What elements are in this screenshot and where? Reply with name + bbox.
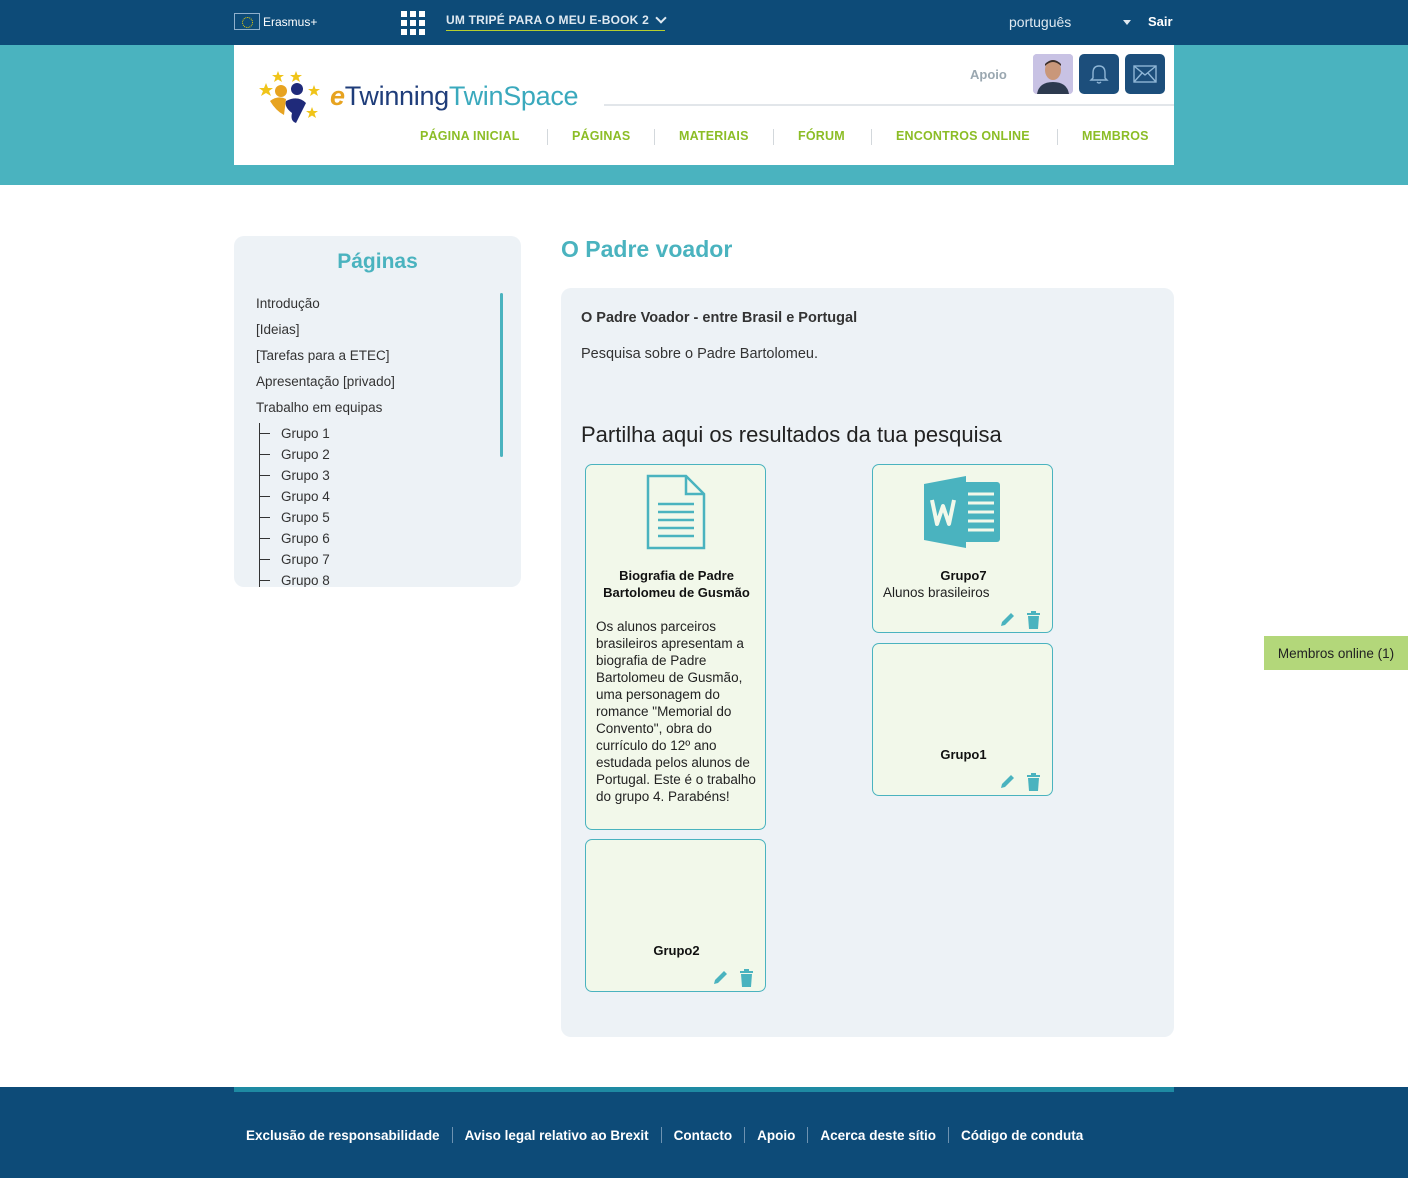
site-header <box>234 45 1174 165</box>
messages-button[interactable] <box>1125 54 1165 94</box>
nav-members[interactable]: MEMBROS <box>1082 129 1149 143</box>
footer-separator <box>744 1127 745 1143</box>
edit-pencil-icon[interactable] <box>999 773 1016 791</box>
section-heading: Partilha aqui os resultados da tua pesquisa <box>581 422 1002 447</box>
etwinning-mark-icon <box>256 67 328 125</box>
pages-sidebar <box>234 236 521 587</box>
document-icon <box>646 474 706 550</box>
apps-grid-icon[interactable] <box>401 11 425 35</box>
nav-pages[interactable]: PÁGINAS <box>572 129 631 143</box>
support-link[interactable]: Apoio <box>970 67 1007 82</box>
nav-separator <box>654 129 655 145</box>
sidebar-subitem-grupo-4[interactable]: Grupo 4 <box>259 489 330 504</box>
page-title: O Padre voador <box>561 236 733 262</box>
project-selector[interactable] <box>446 13 665 31</box>
header-divider <box>604 104 1174 106</box>
resource-card[interactable] <box>585 464 766 830</box>
footer <box>0 1087 1408 1178</box>
card-title[interactable]: Grupo7 <box>940 568 987 583</box>
sidebar-subitem-grupo-7[interactable]: Grupo 7 <box>259 552 330 567</box>
members-online-tab[interactable]: Membros online (1) <box>1264 636 1408 670</box>
page-description: Pesquisa sobre o Padre Bartolomeu. <box>581 346 818 362</box>
main-nav <box>234 129 1174 147</box>
nav-materials[interactable]: MATERIAIS <box>679 129 749 143</box>
footer-link-disclaimer[interactable]: Exclusão de responsabilidade <box>246 1127 440 1143</box>
language-label: português <box>1009 14 1072 30</box>
card-description: Os alunos parceiros brasileiros apresentam a biografia de Padre Bartolomeu de Gusmão, uma personagem do romance "Memorial do Convento", obra do currículo do 12º ano estudada pelos alunos de Portugal. Este é o trabalho do grupo 4. Parabéns! <box>596 619 756 804</box>
nav-forum[interactable]: FÓRUM <box>798 129 845 143</box>
caret-down-icon <box>1123 20 1131 25</box>
sidebar-item-trabalho-equipas[interactable]: Trabalho em equipas <box>256 400 383 415</box>
user-avatar[interactable] <box>1033 54 1073 94</box>
nav-separator <box>547 129 548 145</box>
resource-card[interactable] <box>872 643 1053 796</box>
erasmus-label: Erasmus+ <box>263 14 318 29</box>
edit-pencil-icon[interactable] <box>712 969 729 987</box>
eu-flag-icon <box>234 13 260 30</box>
card-actions <box>999 611 1042 629</box>
sidebar-subitem-grupo-8[interactable]: Grupo 8 <box>259 573 330 587</box>
footer-link-support[interactable]: Apoio <box>757 1127 796 1143</box>
card-actions <box>999 773 1042 791</box>
word-file-icon <box>924 476 1002 548</box>
project-title: UM TRIPÉ PARA O MEU E-BOOK 2 <box>446 13 649 27</box>
card-actions <box>712 969 755 987</box>
sidebar-subitem-grupo-3[interactable]: Grupo 3 <box>259 468 330 483</box>
nav-online-meetings[interactable]: ENCONTROS ONLINE <box>896 129 1030 143</box>
sidebar-title: Páginas <box>337 250 418 273</box>
bell-icon <box>1088 63 1110 85</box>
footer-link-code-of-conduct[interactable]: Código de conduta <box>960 1127 1084 1143</box>
logout-link[interactable]: Sair <box>1148 14 1173 29</box>
sidebar-item-introducao[interactable]: Introdução <box>256 296 320 311</box>
nav-separator <box>773 129 774 145</box>
sidebar-subitem-grupo-2[interactable]: Grupo 2 <box>259 447 330 462</box>
footer-separator <box>452 1127 453 1143</box>
resource-card[interactable] <box>872 464 1053 633</box>
sidebar-subitem-grupo-6[interactable]: Grupo 6 <box>259 531 330 546</box>
card-title[interactable]: Grupo1 <box>940 747 987 762</box>
notifications-button[interactable] <box>1079 54 1119 94</box>
content-box <box>561 288 1174 1037</box>
user-photo-icon <box>1033 54 1073 94</box>
nav-home[interactable]: PÁGINA INICIAL <box>420 129 520 143</box>
nav-separator <box>1057 129 1058 145</box>
sidebar-item-tarefas[interactable]: [Tarefas para a ETEC] <box>256 348 390 363</box>
card-title[interactable]: Grupo2 <box>653 943 700 958</box>
edit-pencil-icon[interactable] <box>999 611 1016 629</box>
delete-trash-icon[interactable] <box>1025 773 1042 791</box>
delete-trash-icon[interactable] <box>1025 611 1042 629</box>
etwinning-logo[interactable] <box>256 67 578 125</box>
footer-accent-line <box>234 1087 1174 1092</box>
footer-links <box>246 1127 1083 1143</box>
erasmus-logo[interactable] <box>234 13 317 30</box>
sidebar-subitem-grupo-1[interactable]: Grupo 1 <box>259 426 330 441</box>
sidebar-subitem-grupo-5[interactable]: Grupo 5 <box>259 510 330 525</box>
footer-separator <box>807 1127 808 1143</box>
delete-trash-icon[interactable] <box>738 969 755 987</box>
card-description: Alunos brasileiros <box>883 585 990 600</box>
footer-separator <box>661 1127 662 1143</box>
sidebar-item-ideias[interactable]: [Ideias] <box>256 322 300 337</box>
sidebar-scrollbar[interactable] <box>500 293 503 457</box>
footer-link-contact[interactable]: Contacto <box>673 1127 733 1143</box>
nav-separator <box>871 129 872 145</box>
logo-text: eTwinningTwinSpace <box>330 80 579 111</box>
sidebar-item-apresentacao[interactable]: Apresentação [privado] <box>256 374 395 389</box>
language-selector[interactable] <box>1009 14 1131 30</box>
resource-card[interactable] <box>585 839 766 992</box>
page-subtitle: O Padre Voador - entre Brasil e Portugal <box>581 310 858 326</box>
top-bar <box>0 0 1408 45</box>
footer-separator <box>948 1127 949 1143</box>
footer-link-brexit[interactable]: Aviso legal relativo ao Brexit <box>464 1127 649 1143</box>
footer-link-about[interactable]: Acerca deste sítio <box>820 1127 936 1143</box>
card-title[interactable]: Biografia de Padre Bartolomeu de Gusmão <box>603 568 750 600</box>
chevron-down-icon <box>655 12 666 23</box>
envelope-icon <box>1133 64 1157 84</box>
